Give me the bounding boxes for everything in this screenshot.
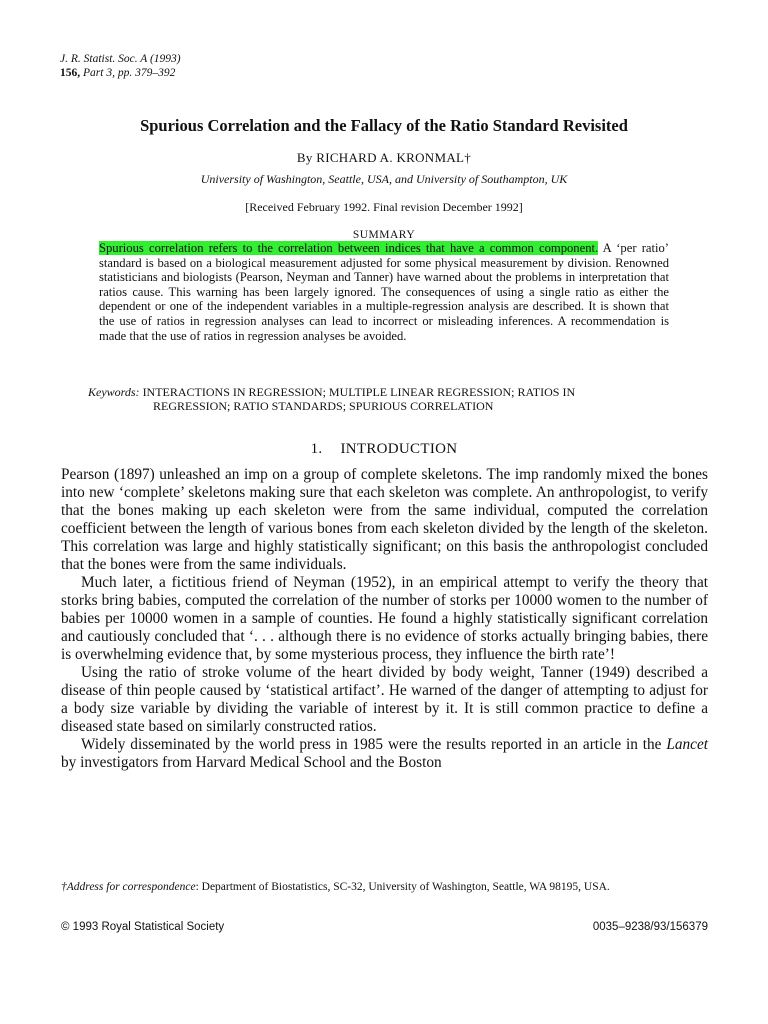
section-number: 1. xyxy=(310,441,323,457)
paragraph-4-text: Widely disseminated by the world press in 1985 were the results reported in an article in the xyxy=(81,736,667,753)
received-dates: [Received February 1992. Final revision December 1992] xyxy=(245,200,523,214)
section-title: INTRODUCTION xyxy=(340,441,458,457)
paragraph-1: Pearson (1897) unleashed an imp on a group of complete skeletons. The imp randomly mixed the bones into new ‘complete’ skeletons making sure that each skeleton was complete. An anthropologist, to verify that the bones making up each skeleton were from the same individual, computed the correlation coefficient between the length of various bones from each skeleton divided by the length of the skeleton. This correlation was large and highly statistically significant; on this basis the anthropologist concluded that the bones were from the same individuals. xyxy=(61,466,708,573)
journal-name-lancet: Lancet xyxy=(666,736,708,753)
section-heading xyxy=(0,441,768,458)
journal-line-2 xyxy=(60,66,181,80)
footnote xyxy=(61,880,708,894)
volume-number: 156, xyxy=(60,67,81,79)
keywords-label: Keywords: xyxy=(88,385,140,399)
keywords-line-2: REGRESSION; RATIO STANDARDS; SPURIOUS CORRELATION xyxy=(153,399,494,413)
footnote-label: †Address for correspondence xyxy=(61,881,196,893)
keywords xyxy=(88,385,688,413)
summary-heading: SUMMARY xyxy=(352,229,416,241)
paragraph-4-text-end: by investigators from Harvard Medical School and the Boston xyxy=(61,754,442,771)
body-text xyxy=(61,466,708,772)
summary-abstract xyxy=(99,241,669,343)
summary-highlighted-text: Spurious correlation refers to the correlation between indices that have a common component. xyxy=(99,241,599,255)
summary-text: A ‘per ratio’ standard is based on a biological measurement adjusted for some physical measurement by division. Renowned statisticians and biologists (Pearson, Neyman and Tanner) have warned about the problems in interpretation that ratios cause. This warning has been largely ignored. The consequences of using a single ratio as either the dependent or one of the independent variables in a multiple-regression analysis are described. It is shown that the use of ratios in regression analyses can lead to incorrect or misleading inferences. A recommendation is made that the use of ratios in regression analyses be avoided. xyxy=(99,241,669,343)
author-line: By RICHARD A. KRONMAL† xyxy=(296,150,472,165)
journal-citation xyxy=(60,52,181,80)
paper-title: Spurious Correlation and the Fallacy of the Ratio Standard Revisited xyxy=(140,116,628,135)
author-affiliation: University of Washington, Seattle, USA, and University of Southampton, UK xyxy=(200,172,568,186)
copyright-notice: © 1993 Royal Statistical Society xyxy=(61,921,225,933)
keywords-line-1: INTERACTIONS IN REGRESSION; MULTIPLE LINEAR REGRESSION; RATIOS IN xyxy=(142,385,576,399)
footnote-text: : Department of Biostatistics, SC-32, University of Washington, Seattle, WA 98195, USA. xyxy=(195,881,610,893)
issue-pages: Part 3, pp. 379–392 xyxy=(83,67,176,79)
journal-line-1: J. R. Statist. Soc. A (1993) xyxy=(60,53,181,65)
paragraph-4 xyxy=(61,736,708,772)
paragraph-2: Much later, a fictitious friend of Neyman (1952), in an empirical attempt to verify the theory that storks bring babies, computed the correlation of the number of storks per 10000 women to the number of babies per 10000 women in a sample of counties. He found a highly statistically significant correlation and cautiously concluded that ‘. . . although there is no evidence of storks actually bringing babies, there is overwhelming evidence that, by some mysterious process, they influence the birth rate’! xyxy=(61,574,708,663)
paragraph-3: Using the ratio of stroke volume of the heart divided by body weight, Tanner (1949) described a disease of thin people caused by ‘statistical artifact’. He warned of the danger of attempting to adjust for a body size variable by dividing the variable of interest by it. It is still common practice to define a diseased state based on similarly constructed ratios. xyxy=(61,664,708,735)
article-code: 0035–9238/93/156379 xyxy=(592,921,708,933)
